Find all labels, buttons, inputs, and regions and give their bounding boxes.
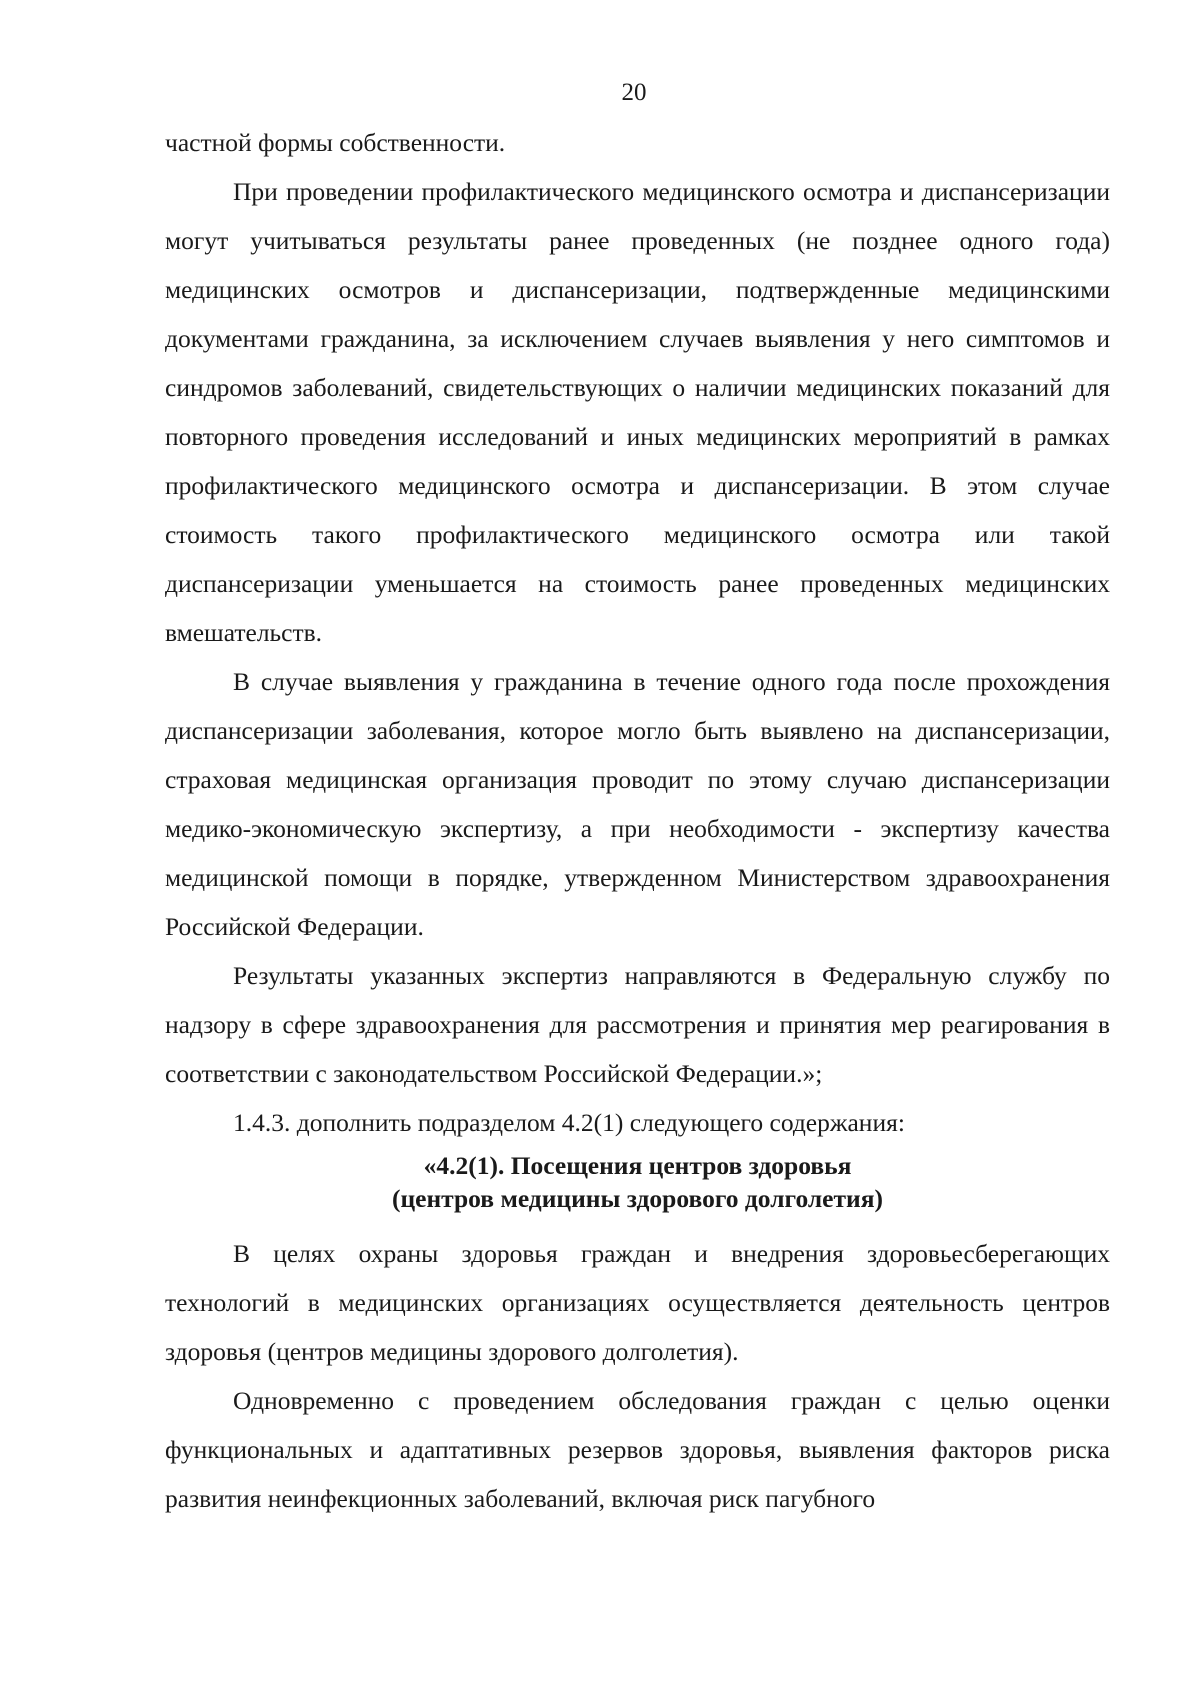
section-heading-line-2: (центров медицины здорового долголетия) [391,1184,884,1213]
section-heading [165,1149,1110,1215]
paragraph-health-centers: В целях охраны здоровья граждан и внедрения здоровьесберегающих технологий в медицинских организациях осуществляется деятельность центров здоровья (центров медицины здорового долголетия). [165,1239,1110,1366]
paragraph-examination: Одновременно с проведением обследования граждан с целью оценки функциональных и адаптативных резервов здоровья, выявления факторов риска развития неинфекционных заболеваний, включая риск пагубного [165,1386,1110,1513]
document-body [165,118,1110,1523]
section-heading-line-1: «4.2(1). Посещения центров здоровья [423,1151,852,1180]
paragraph-expertise: В случае выявления у гражданина в течение одного года после прохождения диспансеризации заболевания, которое могло быть выявлено на диспансеризации, страховая медицинская организация проводит по этому случаю диспансеризации медико-экономическую экспертизу, а при необходимости - экспертизу качества медицинской помощи в порядке, утвержденном Министерством здравоохранения Российской Федерации. [165,667,1110,941]
page-number: 20 [621,79,647,106]
paragraph-amendment: 1.4.3. дополнить подразделом 4.2(1) следующего содержания: [233,1108,905,1137]
paragraph-prior-examinations: При проведении профилактического медицинского осмотра и диспансеризации могут учитываться результаты ранее проведенных (не позднее одного года) медицинских осмотров и диспансеризации, подтвержденные медицинскими документами гражданина, за исключением случаев выявления у него симптомов и синдромов заболеваний, свидетельствующих о наличии медицинских показаний для повторного проведения исследований и иных медицинских мероприятий в рамках профилактического медицинского осмотра и диспансеризации. В этом случае стоимость такого профилактического медицинского осмотра или такой диспансеризации уменьшается на стоимость ранее проведенных медицинских вмешательств. [165,177,1110,647]
paragraph-results: Результаты указанных экспертиз направляются в Федеральную службу по надзору в сфере здравоохранения для рассмотрения и принятия мер реагирования в соответствии с законодательством Российской Федерации.»; [165,961,1110,1088]
paragraph-continuation: частной формы собственности. [165,128,506,157]
